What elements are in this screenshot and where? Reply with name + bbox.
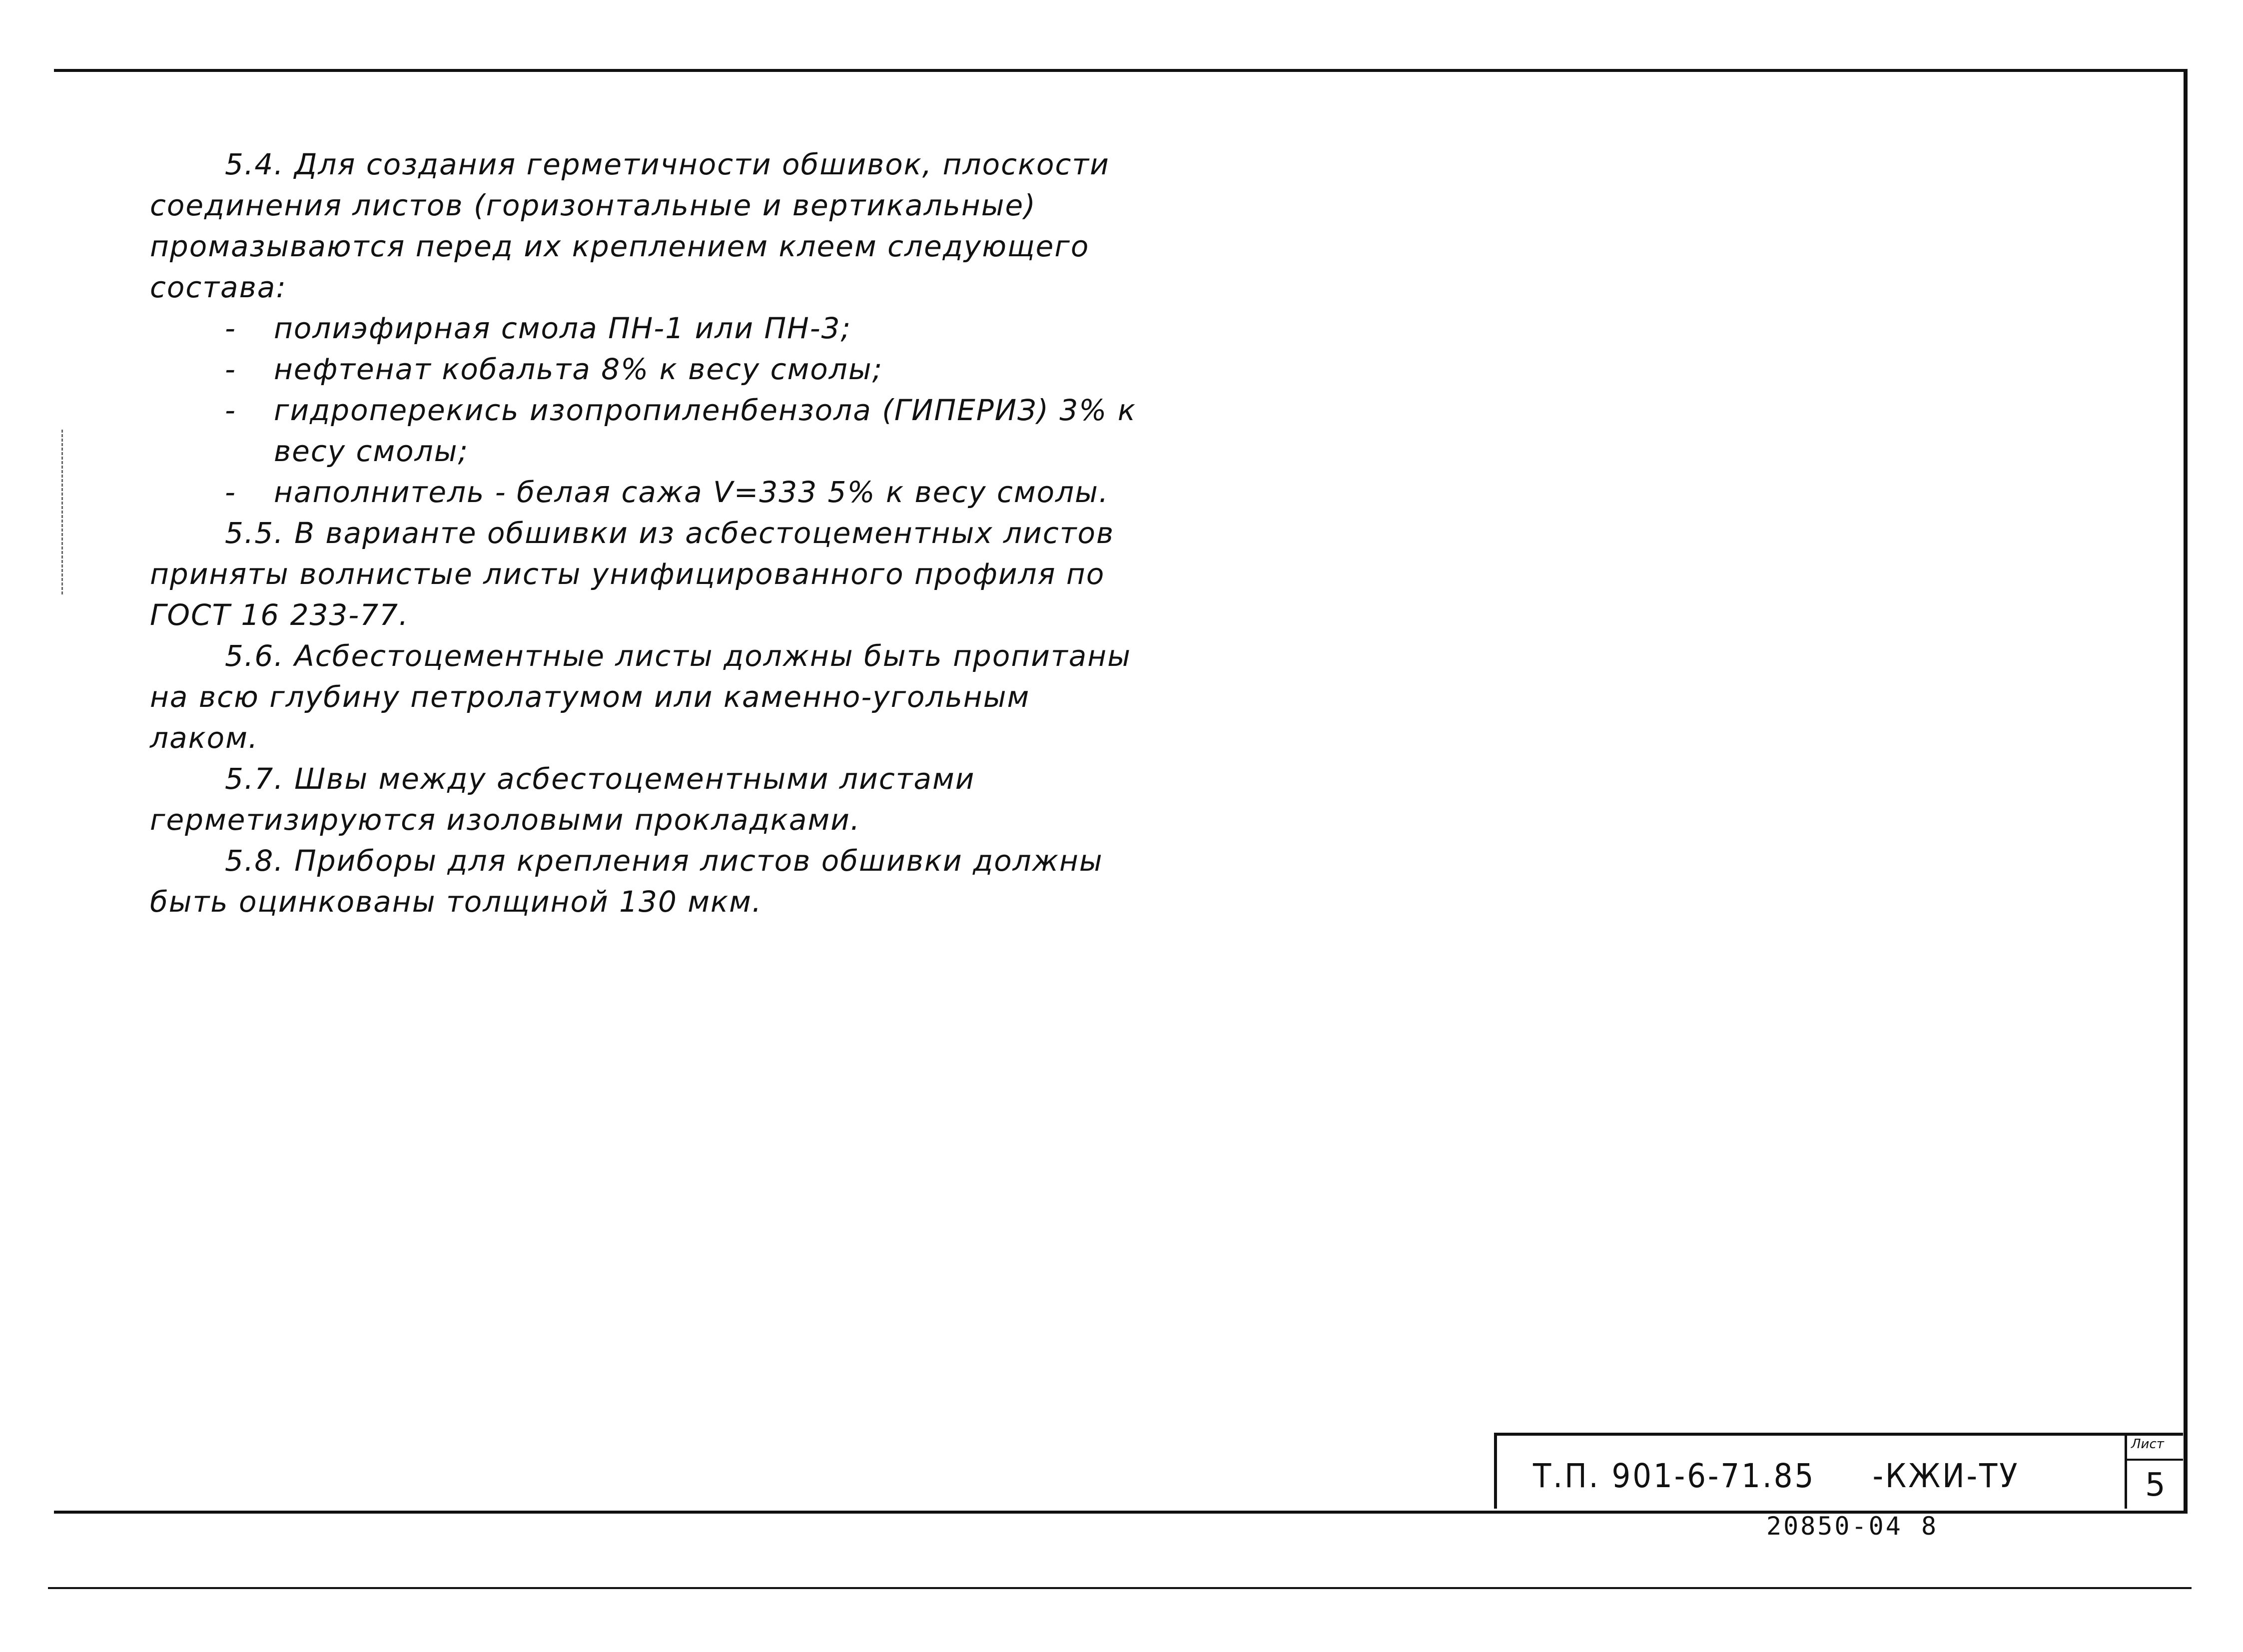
sheet-cell-divider xyxy=(2127,1459,2183,1461)
sheet-number-cell xyxy=(2125,1436,2183,1509)
list-dash: - xyxy=(225,352,236,386)
specification-text xyxy=(150,144,1139,922)
sheet-number: 5 xyxy=(2145,1467,2166,1504)
paragraph-5-4: 5.4. Для создания герметичности обшивок, плоскости соединения листов (горизонтальные и вертикальные) промазываются перед их креплением клеем следующего состава: xyxy=(150,147,1110,304)
paragraph-5-5: 5.5. В варианте обшивки из асбестоцементных листов приняты волнистые листы унифицированного профиля по ГОСТ 16 233-77. xyxy=(150,516,1115,632)
document-code: Т.П. 901-6-71.85 -КЖИ-ТУ xyxy=(1533,1457,2020,1495)
title-block xyxy=(1494,1433,2183,1509)
composition-list xyxy=(150,308,1139,513)
archive-number: 20850-04 xyxy=(1766,1512,1903,1541)
list-item xyxy=(150,349,1139,390)
sheet-label: Лист xyxy=(2131,1437,2164,1452)
list-dash: - xyxy=(225,393,236,427)
list-item xyxy=(150,472,1139,513)
list-dash: - xyxy=(225,475,236,509)
archive-page-number: 8 xyxy=(1921,1512,1937,1541)
list-item-text: наполнитель - белая сажа V=333 5% к весу смолы. xyxy=(274,475,1109,509)
paragraph-5-7: 5.7. Швы между асбестоцементными листами герметизируются изоловыми прокладками. xyxy=(150,762,975,837)
list-item-text: нефтенат кобальта 8% к весу смолы; xyxy=(274,352,883,386)
paragraph-5-6: 5.6. Асбестоцементные листы должны быть пропитаны на всю глубину петролатумом или каменно-угольным лаком. xyxy=(150,639,1132,755)
binding-margin-mark xyxy=(61,430,64,594)
list-dash: - xyxy=(225,311,236,345)
paragraph-5-8: 5.8. Приборы для крепления листов обшивки должны быть оцинкованы толщиной 130 мкм. xyxy=(150,844,1103,919)
list-item xyxy=(150,390,1139,472)
page-bottom-rule xyxy=(48,1587,2192,1589)
list-item xyxy=(150,308,1139,349)
list-item-text: полиэфирная смола ПН-1 или ПН-3; xyxy=(274,311,852,345)
list-item-text: гидроперекись изопропиленбензола (ГИПЕРИЗ) 3% к весу смолы; xyxy=(274,393,1136,468)
